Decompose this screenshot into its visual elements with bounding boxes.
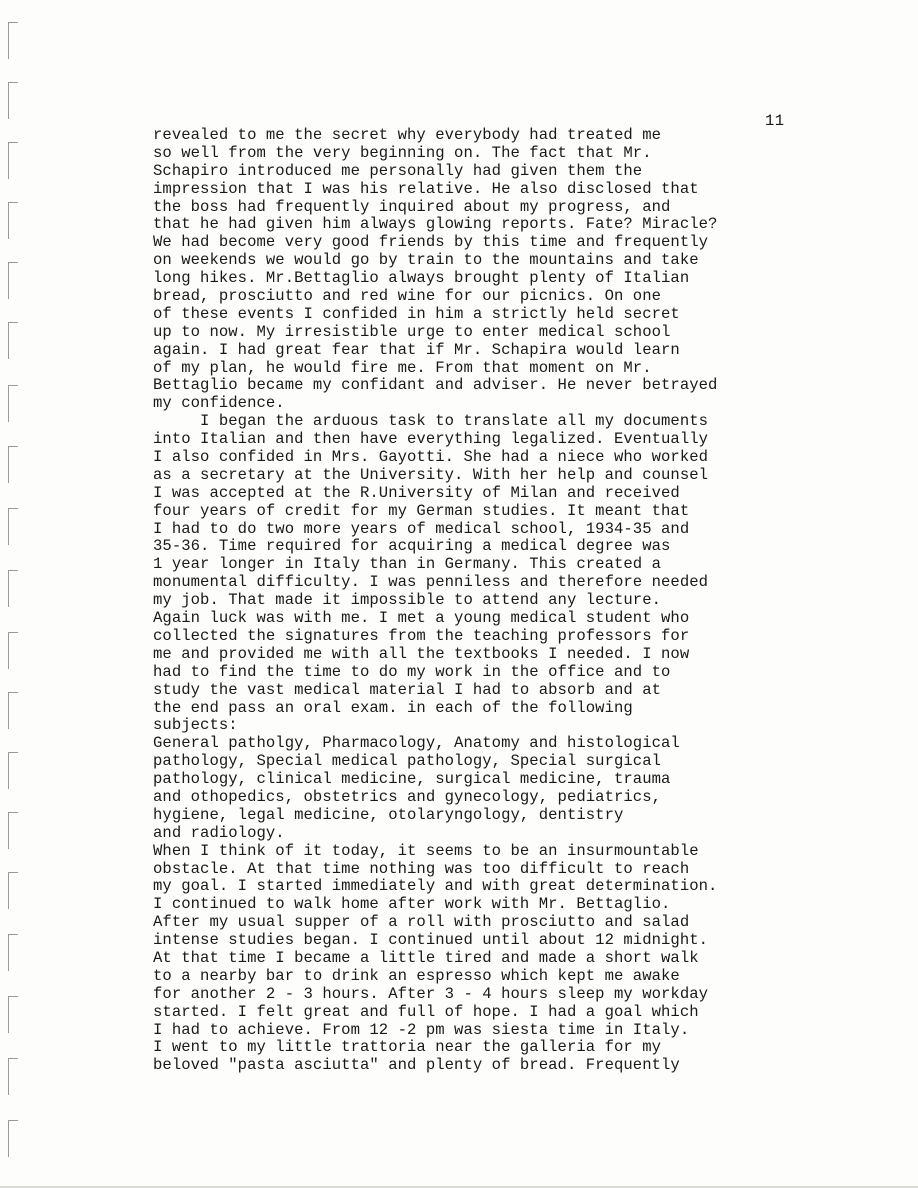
text-line: my goal. I started immediately and with great determination.: [153, 877, 718, 896]
text-line: When I think of it today, it seems to be an insurmountable: [153, 841, 699, 860]
text-line: to a nearby bar to drink an espresso which kept me awake: [153, 966, 680, 985]
text-line: I continued to walk home after work with Mr. Bettaglio.: [153, 895, 671, 914]
text-line: 35-36. Time required for acquiring a medical degree was: [153, 537, 671, 556]
text-line: pathology, clinical medicine, surgical medicine, trauma: [153, 770, 671, 789]
binder-hole-mark: [8, 1120, 18, 1157]
binder-hole-mark: [8, 812, 18, 849]
binder-hole-mark: [8, 262, 18, 299]
binder-hole-mark: [8, 22, 18, 59]
text-line: my confidence.: [153, 394, 285, 413]
text-line: again. I had great fear that if Mr. Schapira would learn: [153, 340, 680, 359]
text-line: four years of credit for my German studies. It meant that: [153, 501, 690, 520]
text-line: Bettaglio became my confidant and adviser. He never betrayed: [153, 376, 718, 395]
text-line: so well from the very beginning on. The fact that Mr.: [153, 143, 652, 162]
text-line: After my usual supper of a roll with prosciutto and salad: [153, 913, 690, 932]
text-line: monumental difficulty. I was penniless and therefore needed: [153, 573, 709, 592]
text-line: into Italian and then have everything legalized. Eventually: [153, 430, 709, 449]
text-line: of these events I confided in him a strictly held secret: [153, 304, 680, 323]
text-line: hygiene, legal medicine, otolaryngology, dentistry: [153, 805, 624, 824]
text-line: collected the signatures from the teaching professors for: [153, 626, 690, 645]
text-line: me and provided me with all the textbooks I needed. I now: [153, 644, 690, 663]
binder-hole-mark: [8, 385, 18, 422]
text-line: bread, prosciutto and red wine for our picnics. On one: [153, 287, 662, 306]
text-line: We had become very good friends by this time and frequently: [153, 233, 709, 252]
text-line: of my plan, he would fire me. From that moment on Mr.: [153, 358, 652, 377]
binder-hole-mark: [8, 202, 18, 239]
text-line: for another 2 - 3 hours. After 3 - 4 hours sleep my workday: [153, 984, 709, 1003]
text-line: up to now. My irresistible urge to enter medical school: [153, 322, 671, 341]
binder-hole-mark: [8, 632, 18, 669]
binder-hole-mark: [8, 934, 18, 971]
binder-hole-mark: [8, 570, 18, 607]
text-line: subjects:: [153, 716, 238, 735]
text-line: my job. That made it impossible to attend any lecture.: [153, 591, 662, 610]
text-line: revealed to me the secret why everybody had treated me: [153, 126, 662, 144]
text-line: as a secretary at the University. With her help and counsel: [153, 465, 709, 484]
text-line: intense studies began. I continued until about 12 midnight.: [153, 931, 709, 950]
binder-hole-mark: [8, 142, 18, 179]
text-line: I had to achieve. From 12 -2 pm was siesta time in Italy.: [153, 1020, 690, 1039]
text-line: Schapiro introduced me personally had given them the: [153, 161, 643, 180]
text-line: started. I felt great and full of hope. I had a goal which: [153, 1002, 699, 1021]
binder-hole-mark: [8, 322, 18, 359]
text-line: and radiology.: [153, 823, 285, 842]
binder-hole-mark: [8, 446, 18, 483]
text-line: I began the arduous task to translate all my documents: [153, 412, 709, 431]
text-line: I went to my little trattoria near the galleria for my: [153, 1038, 662, 1057]
text-line: obstacle. At that time nothing was too difficult to reach: [153, 859, 690, 878]
text-line: General patholgy, Pharmacology, Anatomy and histological: [153, 734, 680, 753]
text-line: had to find the time to do my work in the office and to: [153, 662, 671, 681]
text-line: I also confided in Mrs. Gayotti. She had a niece who worked: [153, 448, 709, 467]
text-line: 1 year longer in Italy than in Germany. This created a: [153, 555, 662, 574]
page-number: 11: [765, 112, 785, 130]
binder-edge-marks: [0, 0, 20, 1188]
text-line: I was accepted at the R.University of Milan and received: [153, 483, 680, 502]
binder-hole-mark: [8, 508, 18, 545]
text-line: I had to do two more years of medical school, 1934-35 and: [153, 519, 690, 538]
binder-hole-mark: [8, 692, 18, 729]
text-line: on weekends we would go by train to the mountains and take: [153, 251, 699, 270]
binder-hole-mark: [8, 82, 18, 119]
binder-hole-mark: [8, 752, 18, 789]
text-line: Again luck was with me. I met a young medical student who: [153, 609, 690, 628]
text-line: impression that I was his relative. He also disclosed that: [153, 179, 699, 198]
text-line: pathology, Special medical pathology, Special surgical: [153, 752, 662, 771]
text-line: study the vast medical material I had to absorb and at: [153, 680, 662, 699]
text-line: and othopedics, obstetrics and gynecology, pediatrics,: [153, 787, 662, 806]
text-line: the end pass an oral exam. in each of the following: [153, 698, 633, 717]
text-line: long hikes. Mr.Bettaglio always brought plenty of Italian: [153, 269, 690, 288]
binder-hole-mark: [8, 872, 18, 909]
text-line: the boss had frequently inquired about my progress, and: [153, 197, 671, 216]
binder-hole-mark: [8, 996, 18, 1033]
text-line: that he had given him always glowing reports. Fate? Miracle?: [153, 215, 718, 234]
binder-hole-mark: [8, 1058, 18, 1095]
text-line: At that time I became a little tired and made a short walk: [153, 948, 699, 967]
body-text: [153, 127, 913, 1075]
text-line: beloved "pasta asciutta" and plenty of bread. Frequently: [153, 1056, 680, 1075]
